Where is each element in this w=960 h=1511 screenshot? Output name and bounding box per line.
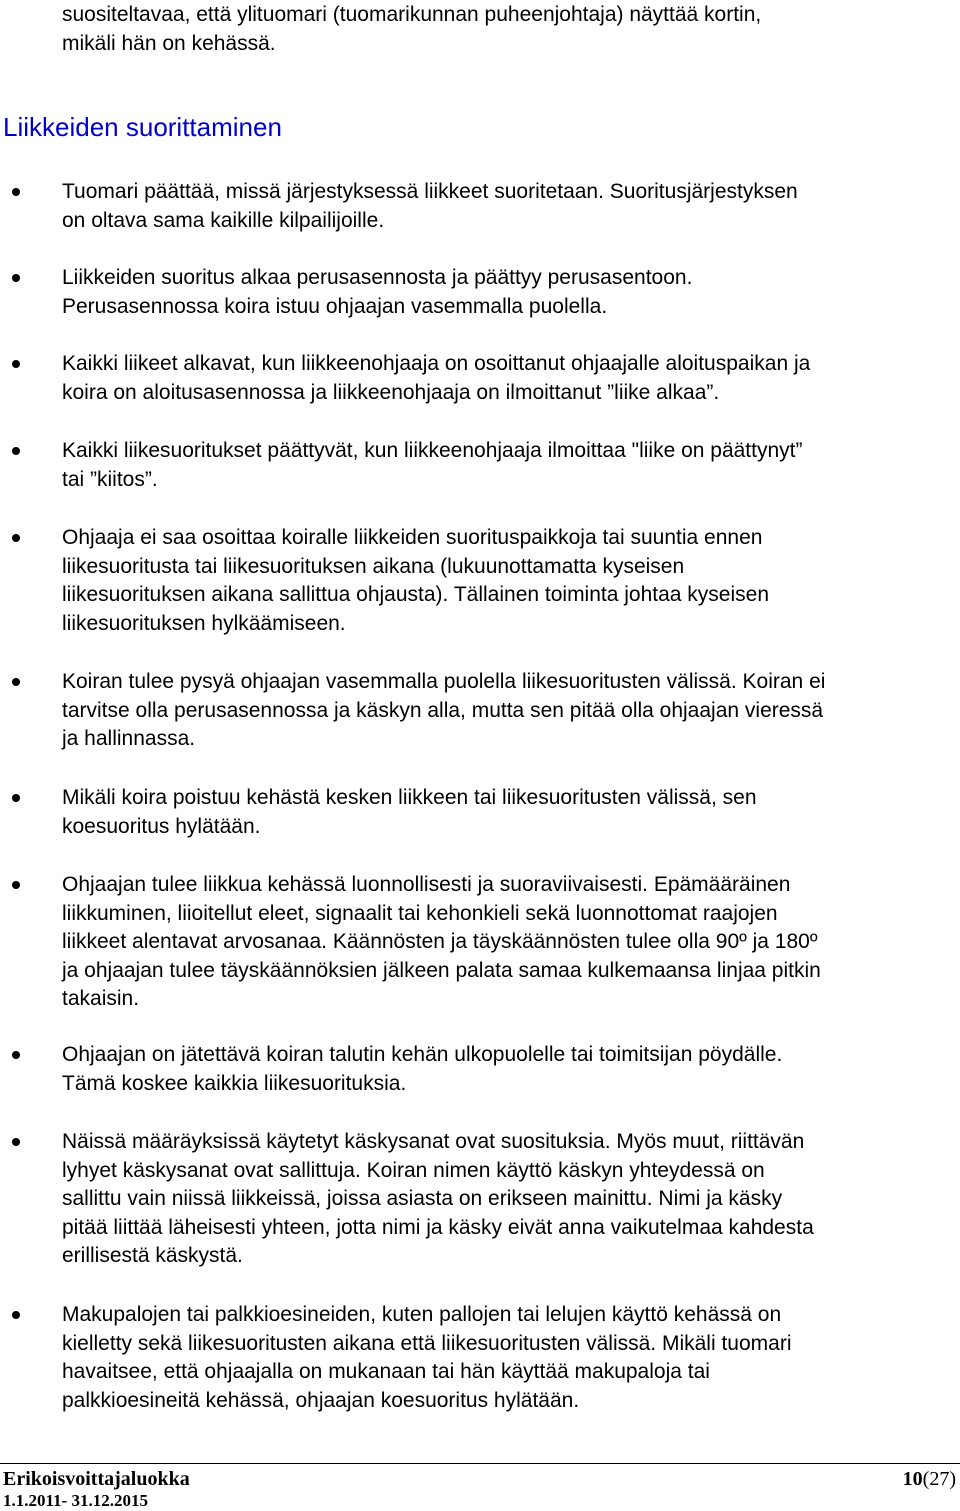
- text-line: liikesuorituksen hylkäämiseen.: [62, 611, 346, 635]
- text-line: Ohjaaja ei saa osoittaa koiralle liikkeiden suorituspaikkoja tai suuntia ennen: [62, 526, 763, 549]
- bullet-icon: [12, 678, 20, 686]
- list-item-text: [62, 264, 955, 321]
- text-line: sallittu vain niissä liikkeissä, joissa asiasta on erikseen mainittu. Nimi ja käsky: [62, 1187, 783, 1211]
- text-line: Tämä koskee kaikkia liikesuorituksia.: [62, 1071, 407, 1095]
- footer-divider: [0, 1463, 960, 1464]
- text-line: Kaikki liikesuoritukset päättyvät, kun liikkeenohjaaja ilmoittaa "liike on päättynyt”: [62, 439, 803, 462]
- text-line: Mikäli koira poistuu kehästä kesken liikkeen tai liikesuoritusten välissä, sen: [62, 786, 757, 809]
- text-line: Perusasennossa koira istuu ohjaajan vasemmalla puolella.: [62, 294, 608, 318]
- list-item-text: [62, 1301, 955, 1415]
- text-line: Näissä määräyksissä käytetyt käskysanat ovat suosituksia. Myös muut, riittävän: [62, 1130, 805, 1153]
- bullet-icon: [12, 188, 20, 196]
- bullet-icon: [12, 274, 20, 282]
- text-line: Koiran tulee pysyä ohjaajan vasemmalla puolella liikesuoritusten välissä. Koiran ei: [62, 670, 826, 693]
- bullet-icon: [12, 447, 20, 455]
- page-total: (27): [922, 1468, 956, 1490]
- text-line: Ohjaajan on jätettävä koiran talutin kehän ulkopuolelle tai toimitsijan pöydälle.: [62, 1043, 783, 1066]
- text-line: pitää liittää läheisesti yhteen, jotta nimi ja käsky eivät anna vaikutelmaa kahdesta: [62, 1215, 814, 1239]
- text-line: liikesuoritusta tai liikesuorituksen aikana (lukuunottamatta kyseisen: [62, 554, 685, 578]
- text-line: Makupalojen tai palkkioesineiden, kuten pallojen tai lelujen käyttö kehässä on: [62, 1303, 782, 1326]
- text-line: liikesuorituksen aikana sallittua ohjausta). Tällainen toiminta johtaa kyseisen: [62, 583, 770, 607]
- text-line: tarvitse olla perusasennossa ja käskyn alla, mutta sen pitää olla ohjaajan vieressä: [62, 698, 824, 722]
- text-line: koira on aloitusasennossa ja liikkeenohjaaja on ilmoittanut ”liike alkaa”.: [62, 380, 720, 404]
- text-line: liikkeet alentavat arvosanaa. Käännösten ja täyskäännösten tulee olla 90º ja 180º: [62, 930, 818, 954]
- list-item-text: [62, 350, 955, 407]
- text-line: koesuoritus hylätään.: [62, 814, 261, 838]
- text-line: ja hallinnassa.: [62, 727, 196, 751]
- list-item-text: [62, 871, 955, 1014]
- text-line: lyhyet käskysanat ovat sallittuja. Koiran nimen käyttö käskyn yhteydessä on: [62, 1158, 765, 1182]
- text-line: takaisin.: [62, 987, 140, 1011]
- page-number: [903, 1468, 956, 1490]
- bullet-icon: [12, 1051, 20, 1059]
- text-line: ja ohjaajan tulee täyskäännöksien jälkeen palata samaa kulkemaansa linjaa pitkin: [62, 958, 821, 982]
- intro-paragraph: [62, 0, 952, 58]
- text-line: mikäli hän on kehässä.: [62, 32, 276, 55]
- bullet-icon: [12, 360, 20, 368]
- text-line: tai ”kiitos”.: [62, 467, 158, 491]
- list-item-text: [62, 784, 955, 841]
- text-line: Tuomari päättää, missä järjestyksessä liikkeet suoritetaan. Suoritusjärjestyksen: [62, 180, 798, 203]
- list-item-text: [62, 668, 955, 754]
- bullet-icon: [12, 794, 20, 802]
- text-line: Kaikki liikeet alkavat, kun liikkeenohjaaja on osoittanut ohjaajalle aloituspaikan ja: [62, 352, 811, 375]
- list-item-text: [62, 437, 955, 494]
- text-line: palkkioesineitä kehässä, ohjaajan koesuoritus hylätään.: [62, 1388, 580, 1412]
- text-line: Liikkeiden suoritus alkaa perusasennosta ja päättyy perusasentoon.: [62, 266, 693, 289]
- bullet-icon: [12, 534, 20, 542]
- page-footer: [0, 1463, 960, 1509]
- list-item-text: [62, 524, 955, 638]
- section-heading: Liikkeiden suorittaminen: [3, 112, 282, 142]
- footer-title: Erikoisvoittajaluokka: [3, 1468, 190, 1490]
- text-line: on oltava sama kaikille kilpailijoille.: [62, 208, 385, 232]
- text-line: havaitsee, että ohjaajalla on mukanaan tai hän käyttää makupaloja tai: [62, 1360, 710, 1384]
- text-line: erillisestä käskystä.: [62, 1244, 243, 1268]
- list-item-text: [62, 1128, 955, 1271]
- text-line: liikkuminen, liioitellut eleet, signaalit tai kehonkieli sekä luonnottomat raajojen: [62, 901, 778, 925]
- page-current: 10: [902, 1468, 923, 1490]
- list-item-text: [62, 178, 955, 235]
- text-line: Ohjaajan tulee liikkua kehässä luonnollisesti ja suoraviivaisesti. Epämääräinen: [62, 873, 791, 896]
- bullet-icon: [12, 1311, 20, 1319]
- text-line: suositeltavaa, että ylituomari (tuomarikunnan puheenjohtaja) näyttää kortin,: [62, 3, 762, 26]
- bullet-icon: [12, 881, 20, 889]
- bullet-icon: [12, 1138, 20, 1146]
- list-item-text: [62, 1041, 955, 1098]
- footer-date-range: 1.1.2011- 31.12.2015: [3, 1491, 148, 1510]
- text-line: kielletty sekä liikesuoritusten aikana että liikesuoritusten välissä. Mikäli tuomari: [62, 1331, 792, 1355]
